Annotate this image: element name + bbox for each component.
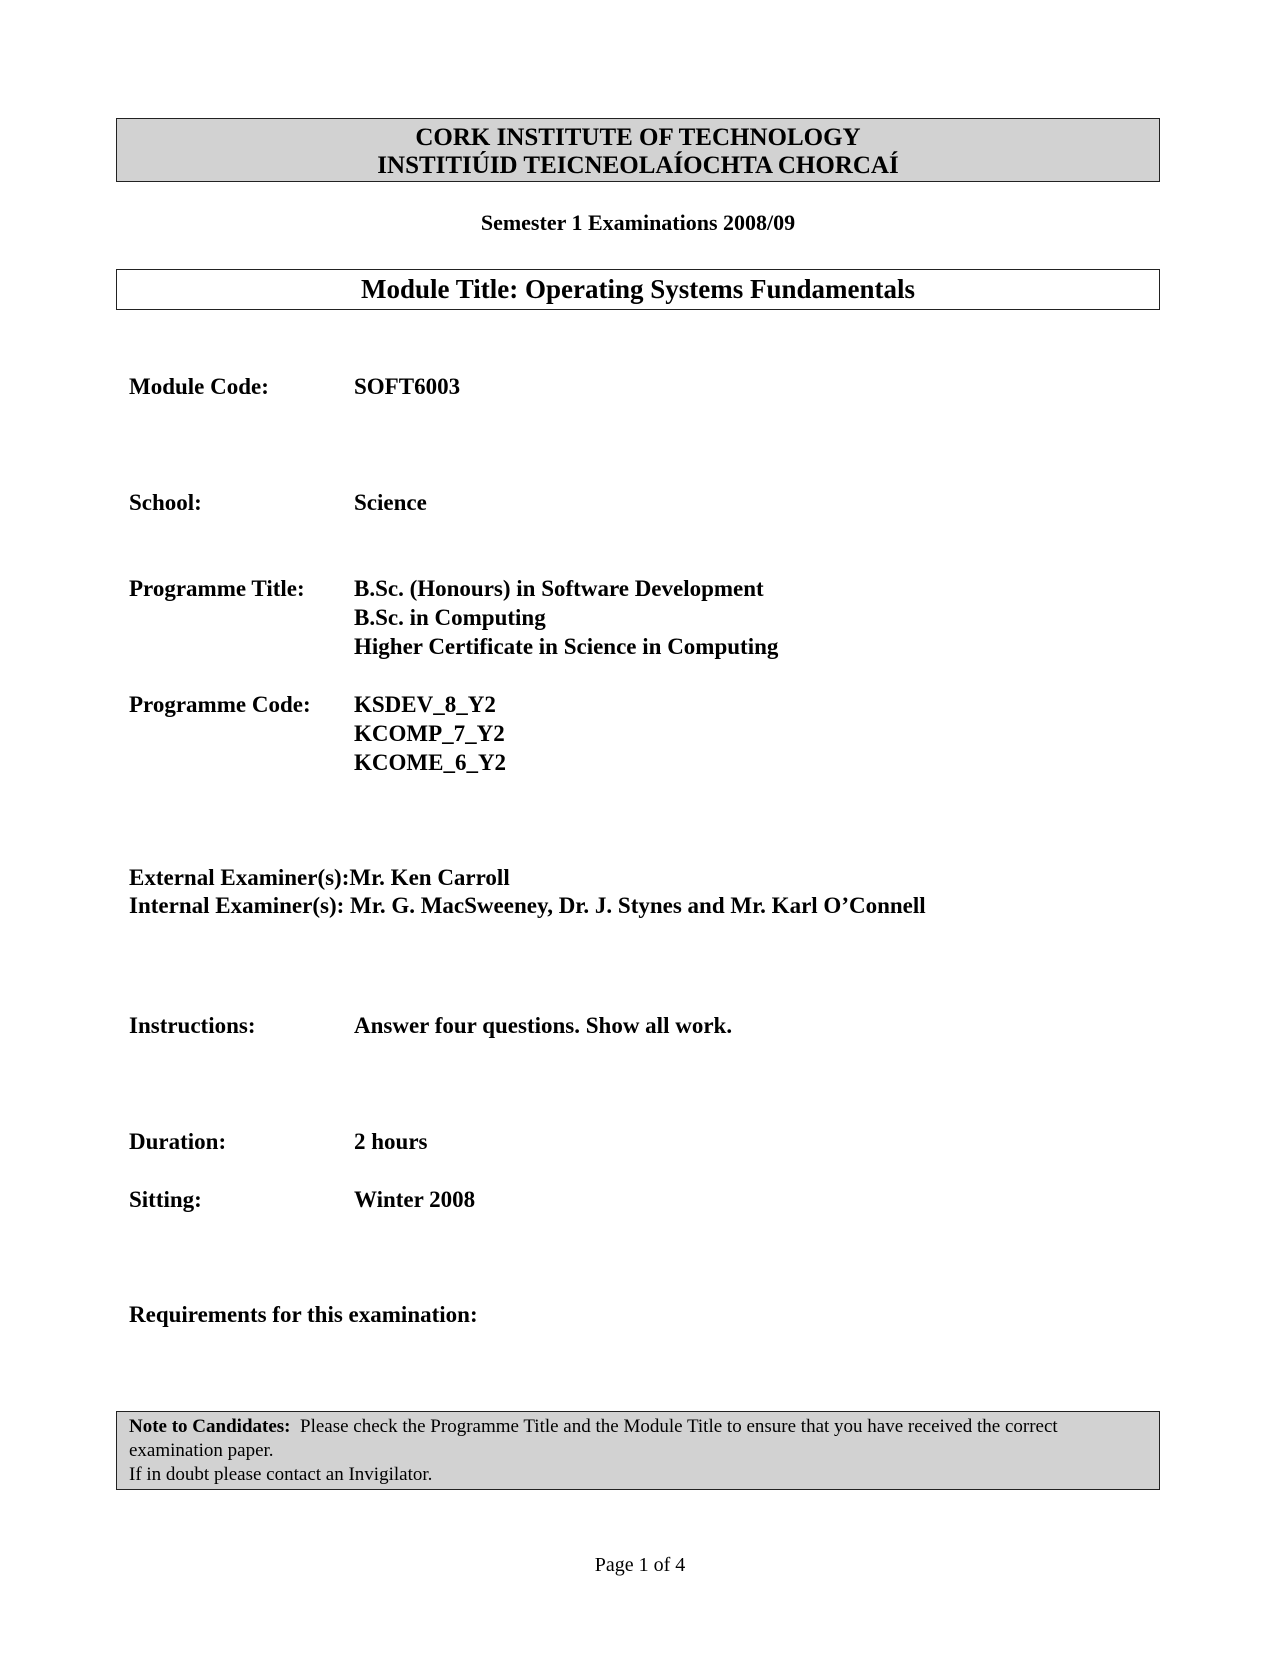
- note-paragraph: [129, 1415, 1147, 1463]
- programme-title-item: B.Sc. (Honours) in Software Development: [354, 576, 764, 601]
- programme-code-label: Programme Code:: [129, 692, 311, 717]
- note-label: Note to Candidates:: [129, 1416, 291, 1437]
- programme-title-label: Programme Title:: [129, 576, 305, 601]
- module-code-value: SOFT6003: [354, 374, 461, 399]
- school-label: School:: [129, 490, 202, 515]
- school-value: Science: [354, 490, 427, 515]
- institute-name-english: CORK INSTITUTE OF TECHNOLOGY: [415, 124, 861, 151]
- note-to-candidates: [116, 1411, 1160, 1490]
- external-examiner: External Examiner(s):Mr. Ken Carroll: [129, 865, 510, 890]
- requirements-heading: Requirements for this examination:: [129, 1302, 478, 1327]
- duration-label: Duration:: [129, 1129, 227, 1154]
- note-text: Please check the Programme Title and the Module Title to ensure that you have received the correct examination paper.: [129, 1416, 1058, 1461]
- examiners-block: [129, 864, 926, 920]
- page-number: Page 1 of 4: [594, 1554, 686, 1576]
- institute-name-irish: INSTITIÚID TEICNEOLAÍOCHTA CHORCAÍ: [377, 152, 899, 179]
- module-code-label: Module Code:: [129, 374, 269, 399]
- programme-title-item: B.Sc. in Computing: [354, 605, 546, 630]
- programme-code-values: [354, 690, 506, 777]
- programme-title-values: [354, 574, 778, 661]
- programme-code-item: KCOME_6_Y2: [354, 750, 507, 775]
- sitting-label: Sitting:: [129, 1187, 202, 1212]
- module-title: Module Title: Operating Systems Fundamentals: [116, 269, 1160, 310]
- note-text-invigilator: If in doubt please contact an Invigilator.: [129, 1464, 433, 1485]
- instructions-label: Instructions:: [129, 1013, 256, 1038]
- duration-value: 2 hours: [354, 1129, 428, 1154]
- sitting-value: Winter 2008: [354, 1187, 476, 1212]
- programme-code-item: KCOMP_7_Y2: [354, 721, 505, 746]
- programme-code-item: KSDEV_8_Y2: [354, 692, 496, 717]
- institute-header: [116, 118, 1160, 182]
- instructions-value: Answer four questions. Show all work.: [354, 1013, 733, 1038]
- programme-title-item: Higher Certificate in Science in Computing: [354, 634, 779, 659]
- internal-examiner: Internal Examiner(s): Mr. G. MacSweeney, Dr. J. Stynes and Mr. Karl O’Connell: [129, 893, 926, 918]
- semester-heading: Semester 1 Examinations 2008/09: [480, 210, 796, 235]
